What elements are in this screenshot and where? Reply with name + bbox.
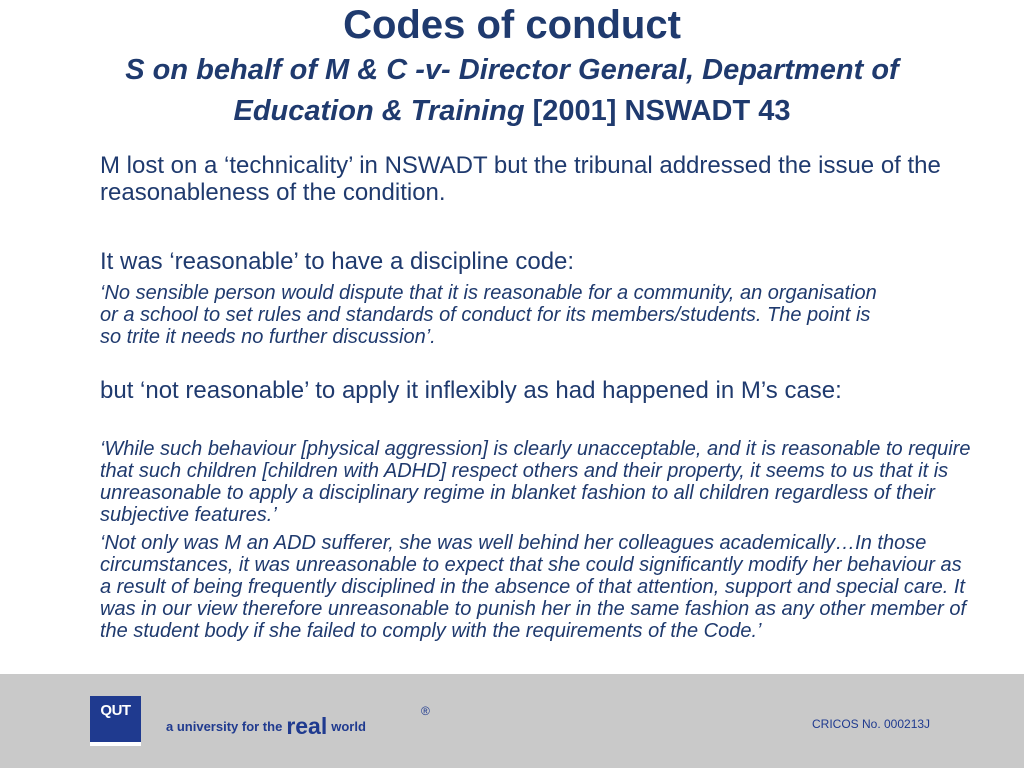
quote-add-sufferer: ‘Not only was M an ADD sufferer, she was well behind her colleagues academically…In those circumstances, it was unreasonable to expect that she could significantly modify her behaviour as a result of being frequently disciplined in the absence of that attention, support and special care. It was in our view therefore unreasonable to punish her in the same fashion as any other member of the student body if she failed to comply with the requirements of the Code.’ [100,532,967,642]
title-block [0,0,1024,132]
case-name: S on behalf of M & C -v- Director General, Department of Education & Training [125,54,899,127]
slide-title: Codes of conduct [343,3,681,47]
tagline-pre: a university for the [166,719,283,734]
tagline [166,710,366,737]
registered-mark: ® [421,704,430,718]
paragraph-technicality: M lost on a ‘technicality’ in NSWADT but the tribunal addressed the issue of the reasonableness of the condition. [100,152,941,206]
qut-logo: QUT [90,696,141,746]
case-citation: [2001] NSWADT 43 [524,95,791,127]
tagline-real: real [286,713,328,739]
quote-behaviour: ‘While such behaviour [physical aggression] is clearly unacceptable, and it is reasonable to require that such children [children with ADHD] respect others and their property, it seems to us that it is unreasonable to apply a disciplinary regime in blanket fashion to all children regardless of their subjective features.’ [100,438,971,526]
slide-subtitle [60,50,964,132]
paragraph-reasonable-code: It was ‘reasonable’ to have a discipline code: [100,248,575,275]
footer-bar [0,674,1024,768]
quote-sensible-person: ‘No sensible person would dispute that it is reasonable for a community, an organisation or a school to set rules and standards of conduct for its members/students. The point is so trite it needs no further discussion’. [100,282,877,348]
cricos-number: CRICOS No. 000213J [812,717,931,731]
tagline-post: world [331,719,366,734]
paragraph-not-reasonable: but ‘not reasonable’ to apply it inflexibly as had happened in M’s case: [100,377,842,404]
